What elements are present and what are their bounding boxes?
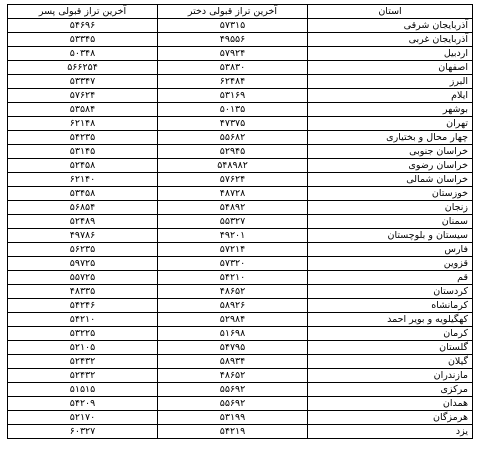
table-row [8, 383, 473, 397]
boys-score-cell: ۵۲۴۸۹ [8, 215, 158, 229]
girls-score-cell: ۵۴۲۱۹ [158, 425, 308, 439]
table-row [8, 19, 473, 33]
girls-score-cell: ۵۸۹۲۶ [158, 299, 308, 313]
document-page [7, 4, 472, 439]
province-cell: ایلام [308, 89, 473, 103]
girls-score-cell: ۴۷۳۷۵ [158, 117, 308, 131]
girls-score-cell: ۵۵۶۹۲ [158, 397, 308, 411]
header-girls-score: آخرین تراز قبولی دختر [158, 5, 308, 19]
province-cell: خراسان جنوبی [308, 145, 473, 159]
province-cell: تهران [308, 117, 473, 131]
boys-score-cell: ۴۸۳۳۵ [8, 285, 158, 299]
boys-score-cell: ۵۳۳۴۵ [8, 33, 158, 47]
table-row [8, 285, 473, 299]
table-row [8, 75, 473, 89]
girls-score-cell: ۵۴۸۹۲ [158, 201, 308, 215]
province-cell: کردستان [308, 285, 473, 299]
province-cell: یزد [308, 425, 473, 439]
boys-score-cell: ۵۲۴۳۲ [8, 369, 158, 383]
boys-score-cell: ۵۳۵۸۴ [8, 103, 158, 117]
girls-score-cell: ۵۲۹۴۵ [158, 145, 308, 159]
boys-score-cell: ۵۶۸۵۴ [8, 201, 158, 215]
province-cell: بوشهر [308, 103, 473, 117]
boys-score-cell: ۵۲۱۰۵ [8, 341, 158, 355]
table-row [8, 103, 473, 117]
table-row [8, 271, 473, 285]
header-row [8, 5, 473, 19]
table-row [8, 47, 473, 61]
girls-score-cell: ۵۳۸۳۰ [158, 61, 308, 75]
boys-score-cell: ۶۲۱۴۰ [8, 173, 158, 187]
province-cell: قزوین [308, 257, 473, 271]
girls-score-cell: ۴۸۷۲۸ [158, 187, 308, 201]
table-row [8, 187, 473, 201]
province-cell: سمنان [308, 215, 473, 229]
girls-score-cell: ۵۷۳۱۵ [158, 19, 308, 33]
province-cell: مازندران [308, 369, 473, 383]
boys-score-cell: ۶۰۳۲۷ [8, 425, 158, 439]
girls-score-cell: ۵۴۷۹۵ [158, 341, 308, 355]
table-row [8, 33, 473, 47]
boys-score-cell: ۵۴۶۹۶ [8, 19, 158, 33]
boys-score-cell: ۵۵۷۲۵ [8, 271, 158, 285]
boys-score-cell: ۴۹۷۸۶ [8, 229, 158, 243]
boys-score-cell: ۵۳۴۵۸ [8, 187, 158, 201]
boys-score-cell: ۵۴۲۳۵ [8, 131, 158, 145]
boys-score-cell: ۵۰۳۴۸ [8, 47, 158, 61]
girls-score-cell: ۵۵۳۲۷ [158, 215, 308, 229]
boys-score-cell: ۶۲۱۴۸ [8, 117, 158, 131]
province-cell: سیستان و بلوچستان [308, 229, 473, 243]
province-cell: هرمزگان [308, 411, 473, 425]
table-row [8, 229, 473, 243]
boys-score-cell: ۵۴۲۱۰ [8, 313, 158, 327]
girls-score-cell: ۵۴۲۱۰ [158, 271, 308, 285]
table-row [8, 397, 473, 411]
province-cell: کهگیلویه و بویر احمد [308, 313, 473, 327]
province-cell: کرمانشاه [308, 299, 473, 313]
table-row [8, 131, 473, 145]
girls-score-cell: ۵۷۹۲۴ [158, 47, 308, 61]
table-row [8, 369, 473, 383]
girls-score-cell: ۶۲۴۸۴ [158, 75, 308, 89]
table-row [8, 89, 473, 103]
province-cell: کرمان [308, 327, 473, 341]
table-row [8, 159, 473, 173]
girls-score-cell: ۵۰۱۳۵ [158, 103, 308, 117]
table-header [8, 5, 473, 19]
province-cell: خراسان شمالی [308, 173, 473, 187]
girls-score-cell: ۴۹۲۰۱ [158, 229, 308, 243]
province-cell: اردبیل [308, 47, 473, 61]
table-body [8, 19, 473, 439]
boys-score-cell: ۵۶۲۳۵ [8, 243, 158, 257]
province-cell: فارس [308, 243, 473, 257]
boys-score-cell: ۵۷۶۲۴ [8, 89, 158, 103]
province-cell: گلستان [308, 341, 473, 355]
boys-score-cell: ۵۲۱۷۰ [8, 411, 158, 425]
boys-score-cell: ۵۴۲۴۶ [8, 299, 158, 313]
province-cell: چهار محال و بختیاری [308, 131, 473, 145]
boys-score-cell: ۵۱۵۱۵ [8, 383, 158, 397]
province-cell: آذربایجان غربی [308, 33, 473, 47]
province-cell: زنجان [308, 201, 473, 215]
table-row [8, 117, 473, 131]
table-row [8, 313, 473, 327]
table-row [8, 327, 473, 341]
province-cell: خراسان رضوی [308, 159, 473, 173]
table-row [8, 341, 473, 355]
girls-score-cell: ۴۸۶۵۲ [158, 369, 308, 383]
table-row [8, 355, 473, 369]
boys-score-cell: ۵۲۴۳۲ [8, 355, 158, 369]
girls-score-cell: ۵۱۶۹۸ [158, 327, 308, 341]
girls-score-cell: ۴۹۵۵۶ [158, 33, 308, 47]
province-cell: قم [308, 271, 473, 285]
girls-score-cell: ۵۴۸۹۸۲ [158, 159, 308, 173]
boys-score-cell: ۵۶۶۲۵۴ [8, 61, 158, 75]
table-row [8, 61, 473, 75]
province-cell: آذربایجان شرقی [308, 19, 473, 33]
girls-score-cell: ۵۵۶۹۲ [158, 383, 308, 397]
table-row [8, 145, 473, 159]
province-cell: مرکزی [308, 383, 473, 397]
header-boys-score: آخرین تراز قبولی پسر [8, 5, 158, 19]
girls-score-cell: ۵۵۶۸۲ [158, 131, 308, 145]
boys-score-cell: ۵۲۴۵۸ [8, 159, 158, 173]
table-row [8, 411, 473, 425]
province-cell: اصفهان [308, 61, 473, 75]
province-cell: البرز [308, 75, 473, 89]
girls-score-cell: ۵۷۶۲۴ [158, 173, 308, 187]
girls-score-cell: ۵۷۳۲۰ [158, 257, 308, 271]
table-row [8, 243, 473, 257]
table-row [8, 425, 473, 439]
table-row [8, 173, 473, 187]
boys-score-cell: ۵۳۳۴۷ [8, 75, 158, 89]
province-cell: خوزستان [308, 187, 473, 201]
province-cell: همدان [308, 397, 473, 411]
girls-score-cell: ۵۷۲۱۴ [158, 243, 308, 257]
girls-score-cell: ۴۸۶۵۲ [158, 285, 308, 299]
boys-score-cell: ۵۳۱۴۵ [8, 145, 158, 159]
girls-score-cell: ۵۳۱۹۹ [158, 411, 308, 425]
table-row [8, 257, 473, 271]
header-province: استان [308, 5, 473, 19]
province-cell: گیلان [308, 355, 473, 369]
table-row [8, 299, 473, 313]
boys-score-cell: ۵۳۲۲۵ [8, 327, 158, 341]
boys-score-cell: ۵۴۲۰۹ [8, 397, 158, 411]
table-row [8, 215, 473, 229]
table-row [8, 201, 473, 215]
girls-score-cell: ۵۲۹۸۴ [158, 313, 308, 327]
girls-score-cell: ۵۸۹۳۴ [158, 355, 308, 369]
boys-score-cell: ۵۹۷۲۵ [8, 257, 158, 271]
admission-scores-table [7, 4, 473, 439]
girls-score-cell: ۵۳۱۶۹ [158, 89, 308, 103]
